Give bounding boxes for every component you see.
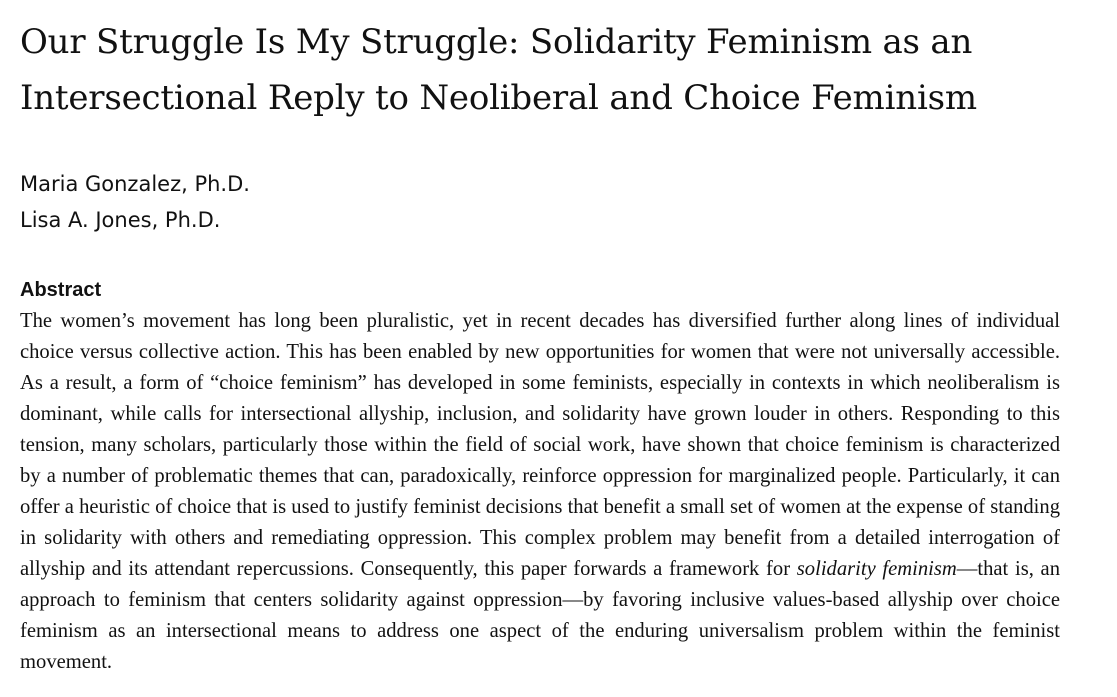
paper-page <box>20 14 1060 678</box>
paper-title-line-2: Intersectional Reply to Neoliberal and Choice Feminism <box>20 78 977 118</box>
abstract-text-part-1: The women’s movement has long been pluralistic, yet in recent decades has diversified further along lines of individual choice versus collective action. This has been enabled by new opportunities for women that were not universally accessible. As a result, a form of “choice feminism” has developed in some feminists, especially in contexts in which neoliberalism is dominant, while calls for intersectional allyship, inclusion, and solidarity have grown louder in others. Responding to this tension, many scholars, particularly those within the field of social work, have shown that choice feminism is characterized by a number of problematic themes that can, paradoxically, reinforce oppression for marginalized people. Particularly, it can offer a heuristic of choice that is used to justify feminist decisions that benefit a small set of women at the expense of standing in solidarity with others and remediating oppression. This complex problem may benefit from a detailed interrogation of allyship and its attendant repercussions. Consequently, this paper forwards a framework for <box>20 310 1060 580</box>
abstract-text-part-2: —that is, an approach to feminism that centers solidarity against oppression—by favoring inclusive values-based allyship over choice feminism as an intersectional means to address one aspect of the enduring universalism problem within the feminist movement. <box>20 558 1060 673</box>
author-list <box>20 166 1060 238</box>
paper-title <box>20 14 1060 126</box>
author-1: Maria Gonzalez, Ph.D. <box>20 172 250 196</box>
abstract-body <box>20 306 1060 678</box>
author-2: Lisa A. Jones, Ph.D. <box>20 208 221 232</box>
abstract-emphasis: solidarity feminism <box>796 558 957 580</box>
abstract-heading: Abstract <box>20 279 102 301</box>
paper-title-line-1: Our Struggle Is My Struggle: Solidarity Feminism as an <box>20 22 973 62</box>
